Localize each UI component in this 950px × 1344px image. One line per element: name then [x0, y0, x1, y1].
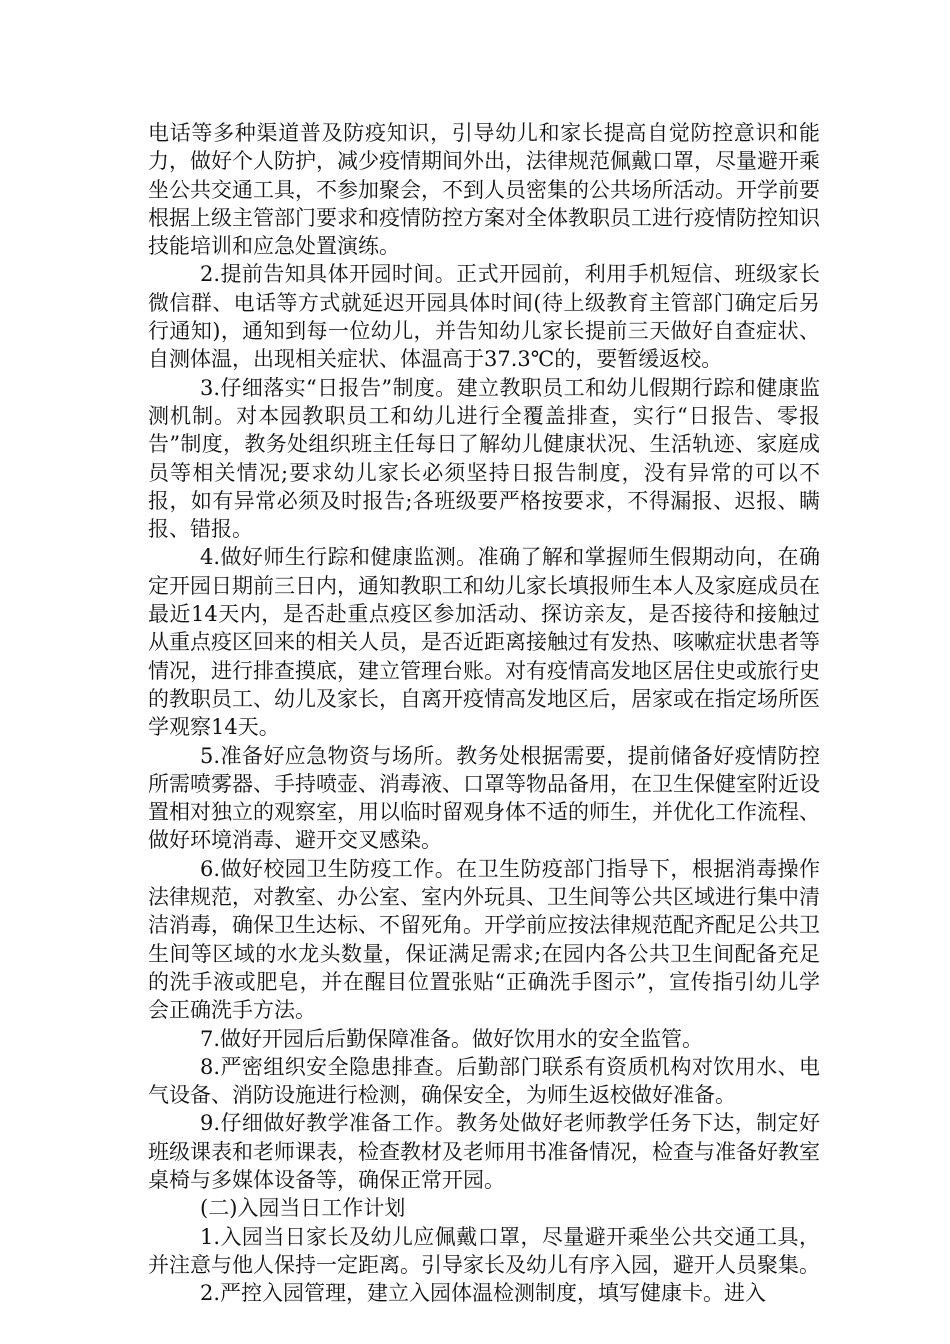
section-heading: (二)入园当日工作计划 [200, 1196, 406, 1221]
document-page [148, 119, 820, 1307]
paragraph-10: 1.入园当日家长及幼儿应佩戴口罩，尽量避开乘坐公共交通工具，并注意与他人保持一定距离。引导家长及幼儿有序入园，避开人员聚集。 [148, 1224, 820, 1277]
paragraph-8: 8.严密组织安全隐患排查。后勤部门联系有资质机构对饮用水、电气设备、消防设施进行检测，确保安全，为师生返校做好准备。 [148, 1054, 820, 1108]
paragraph-11: 2.严控入园管理，建立入园体温检测制度，填写健康卡。进入 [200, 1281, 767, 1306]
paragraph-1: 电话等多种渠道普及防疫知识，引导幼儿和家长提高自觉防控意识和能力，做好个人防护，减少疫情期间外出，法律规范佩戴口罩，尽量避开乘坐公共交通工具，不参加聚会，不到人员密集的公共场所活动。开学前要根据上级主管部门要求和疫情防控方案对全体教职员工进行疫情防控知识技能培训和应急处置演练。 [148, 121, 820, 259]
paragraph-3: 3.仔细落实“日报告”制度。建立教职员工和幼儿假期行踪和健康监测机制。对本园教职员工和幼儿进行全覆盖排查，实行“日报告、零报告”制度，教务处组织班主任每日了解幼儿健康状况、生活轨迹、家庭成员等相关情况;要求幼儿家长必须坚持日报告制度，没有异常的可以不报，如有异常必须及时报告;各班级要严格按要求，不得漏报、迟报、瞒报、错报。 [148, 375, 820, 542]
paragraph-5: 5.准备好应急物资与场所。教务处根据需要，提前储备好疫情防控所需喷雾器、手持喷壶、消毒液、口罩等物品备用，在卫生保健室附近设置相对独立的观察室，用以临时留观身体不适的师生，并优化工作流程、做好环境消毒、避开交叉感染。 [148, 743, 820, 853]
paragraph-2: 2.提前告知具体开园时间。正式开园前，利用手机短信、班级家长微信群、电话等方式就延迟开园具体时间(待上级教育主管部门确定后另行通知)，通知到每一位幼儿，并告知幼儿家长提前三天做好自查症状、自测体温，出现相关症状、体温高于37.3℃的，要暂缓返校。 [148, 262, 820, 372]
paragraph-6: 6.做好校园卫生防疫工作。在卫生防疫部门指导下，根据消毒操作法律规范，对教室、办公室、室内外玩具、卫生间等公共区域进行集中清洁消毒，确保卫生达标、不留死角。开学前应按法律规范配齐配足公共卫生间等区域的水龙头数量，保证满足需求;在园内各公共卫生间配备充足的洗手液或肥皂，并在醒目位置张贴“正确洗手图示”，宣传指引幼儿学会正确洗手方法。 [148, 856, 820, 1023]
paragraph-9: 9.仔细做好教学准备工作。教务处做好老师教学任务下达，制定好班级课表和老师课表，检查教材及老师用书准备情况，检查与准备好教室桌椅与多媒体设备等，确保正常开园。 [148, 1111, 820, 1192]
paragraph-7: 7.做好开园后后勤保障准备。做好饮用水的安全监管。 [200, 1026, 704, 1051]
paragraph-4: 4.做好师生行踪和健康监测。准确了解和掌握师生假期动向，在确定开园日期前三日内，通知教职工和幼儿家长填报师生本人及家庭成员在最近14天内，是否赴重点疫区参加活动、探访亲友，是否接待和接触过从重点疫区回来的相关人员，是否近距离接触过有发热、咳嗽症状患者等情况，进行排查摸底，建立管理台账。对有疫情高发地区居住史或旅行史的教职员工、幼儿及家长，自离开疫情高发地区后，居家或在指定场所医学观察14天。 [148, 545, 820, 740]
